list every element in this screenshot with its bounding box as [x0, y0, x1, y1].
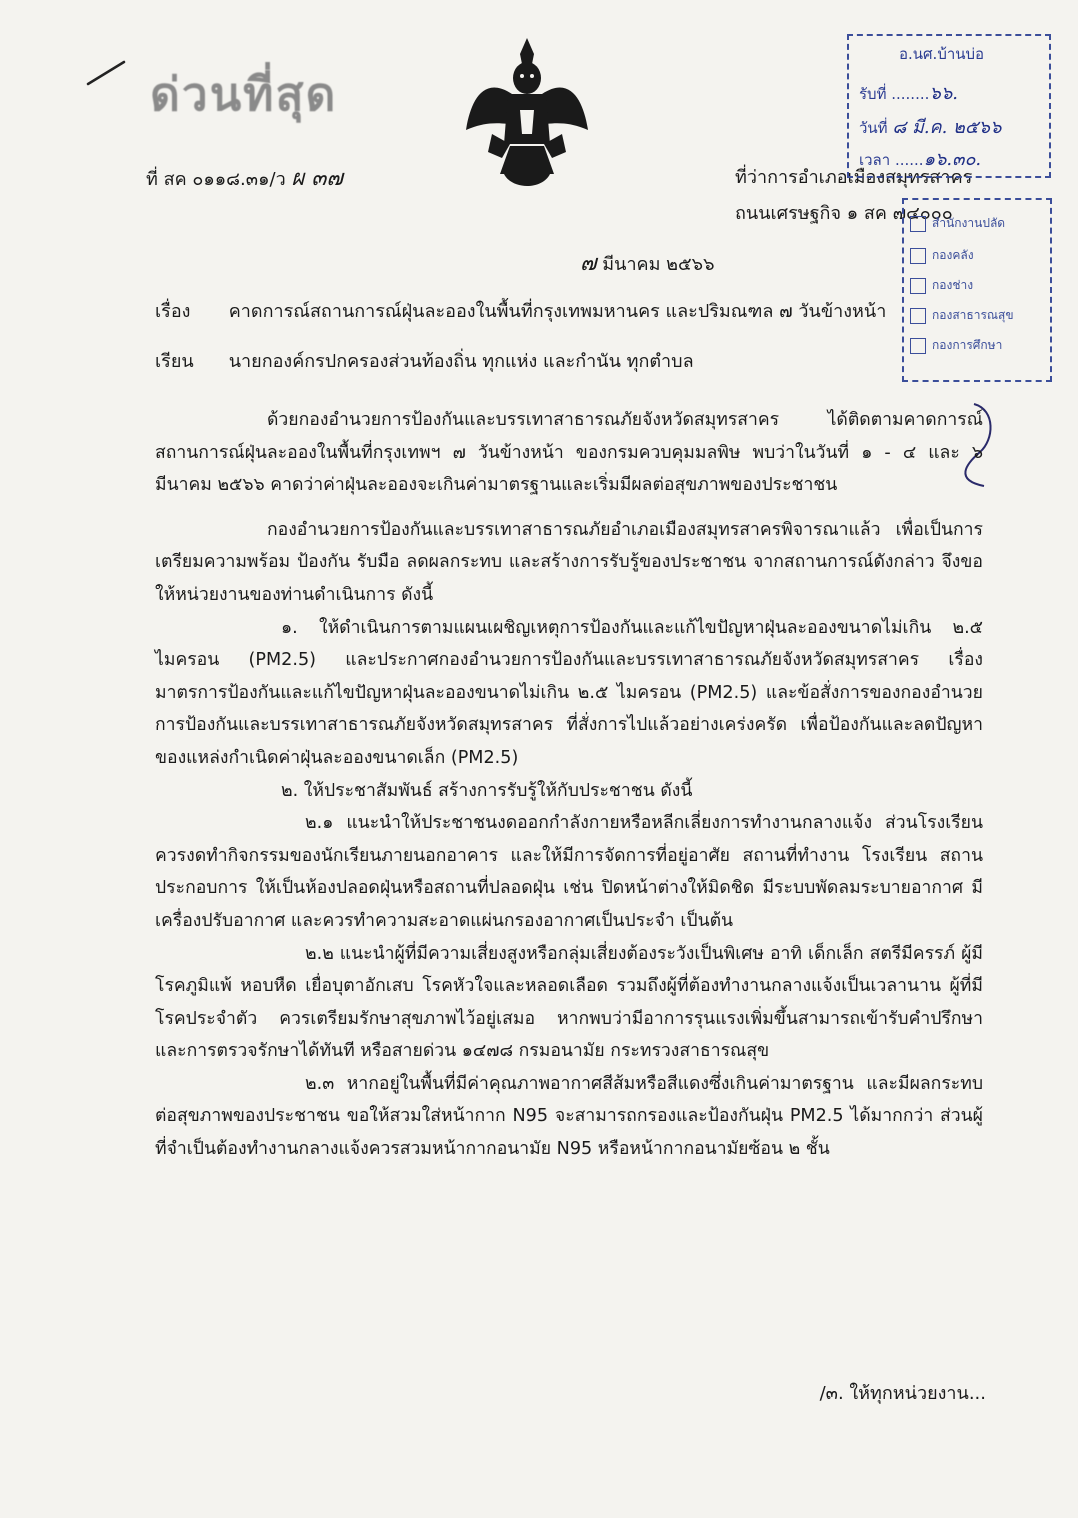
continuation-note: /๓. ให้ทุกหน่วยงาน...	[819, 1383, 986, 1404]
checkbox-icon	[910, 216, 926, 232]
stamp-date-label: วันที่	[859, 119, 888, 137]
checkbox-icon	[910, 338, 926, 354]
subject-text: คาดการณ์สถานการณ์ฝุ่นละอองในพื้นที่กรุงเทพมหานคร และปริมณฑล ๗ วันข้างหน้า	[228, 301, 887, 322]
paragraph-item-2-2: ๒.๒ แนะนำผู้ที่มีความเสี่ยงสูงหรือกลุ่มเสี่ยงต้องระวังเป็นพิเศษ อาทิ เด็กเล็ก สตรีมีครรภ์ ผู้มีโรคภูมิแพ้ หอบหืด เยื่อบุตาอักเสบ โรคหัวใจและหลอดเลือด รวมถึงผู้ที่ต้องทำงานกลางแจ้งเป็นเวลานาน ผู้ที่มีโรคประจำตัว ควรเตรียมรักษาสุขภาพไว้อยู่เสมอ หากพบว่ามีอาการรุนแรงเพิ่มขึ้นสามารถเข้ารับคำปรึกษา และการตรวจรักษาได้ทันที หรือสายด่วน ๑๔๗๘ กรมอนามัย กระทรวงสาธารณสุข	[155, 943, 983, 1062]
stamp-org: อ.นศ.บ้านบ่อ	[899, 45, 985, 63]
stamp-receipt-label: รับที่	[859, 85, 887, 103]
paragraph-intro: ด้วยกองอำนวยการป้องกันและบรรเทาสาธารณภัยจังหวัดสมุทรสาคร ได้ติดตามคาดการณ์สถานการณ์ฝุ่นละอองในพื้นที่กรุงเทพฯ ๗ วันข้างหน้า ของกรมควบคุมมลพิษ พบว่าในวันที่ ๑ - ๔ และ ๖ มีนาคม ๒๕๖๖ คาดว่าค่าฝุ่นละอองจะเกินค่ามาตรฐานและเริ่มมีผลต่อสุขภาพของประชาชน	[155, 410, 983, 496]
distribution-item: กองช่าง	[910, 276, 973, 295]
receipt-stamp	[847, 34, 1051, 178]
distribution-box	[902, 198, 1052, 382]
handwritten-slash-mark	[86, 58, 126, 88]
urgency-stamp: ด่วนที่สุด	[150, 67, 338, 121]
paragraph-item-2: ๒. ให้ประชาสัมพันธ์ สร้างการรับรู้ให้กับประชาชน ดังนี้	[281, 780, 693, 801]
recipient-line	[155, 346, 694, 375]
stamp-time-label: เวลา	[859, 151, 891, 169]
paragraph-item-2-3: ๒.๓ หากอยู่ในพื้นที่มีค่าคุณภาพอากาศสีส้มหรือสีแดงซึ่งเกินค่ามาตรฐาน และมีผลกระทบต่อสุขภาพของประชาชน ขอให้สวมใส่หน้ากาก N95 จะสามารถกรองและป้องกันฝุ่น PM2.5 ได้มากกว่า ส่วนผู้ที่จำเป็นต้องทำงานกลางแจ้งควรสวมหน้ากากอนามัย N95 หรือหน้ากากอนามัยซ้อน ๒ ชั้น	[155, 1073, 983, 1160]
distribution-item: กองการศึกษา	[910, 336, 1002, 355]
document-date	[580, 245, 715, 280]
stamp-date-row	[859, 112, 1001, 141]
paragraph-item-1: ๑. ให้ดำเนินการตามแผนเผชิญเหตุการป้องกันและแก้ไขปัญหาฝุ่นละอองขนาดไม่เกิน ๒.๕ ไมครอน (PM2.5) และประกาศกองอำนวยการป้องกันและบรรเทาสาธารณภัยจังหวัดสมุทรสาคร เรื่อง มาตรการป้องกันและแก้ไขปัญหาฝุ่นละอองขนาดไม่เกิน ๒.๕ ไมครอน (PM2.5) และข้อสั่งการของกองอำนวยการป้องกันและบรรเทาสาธารณภัยจังหวัดสมุทรสาคร ที่สั่งการไปแล้วอย่างเคร่งครัด เพื่อป้องกันและลดปัญหาของแหล่งกำเนิดค่าฝุ่นละอองขนาดเล็ก (PM2.5)	[155, 617, 983, 768]
paragraph-request: กองอำนวยการป้องกันและบรรเทาสาธารณภัยอำเภอเมืองสมุทรสาครพิจารณาแล้ว เพื่อเป็นการเตรียมความพร้อม ป้องกัน รับมือ ลดผลกระทบ และสร้างการรับรู้ของประชาชน จากสถานการณ์ดังกล่าว จึงขอให้หน่วยงานของท่านดำเนินการ ดังนี้	[155, 519, 983, 605]
office-name: ที่ว่าการอำเภอเมืองสมุทรสาคร	[735, 167, 973, 188]
recipient-label: เรียน	[155, 351, 194, 372]
stamp-receipt-value: ๖๖.	[929, 83, 958, 104]
date-day: ๗	[580, 251, 597, 276]
checkbox-icon	[910, 308, 926, 324]
subject-label: เรื่อง	[155, 301, 191, 322]
office-street: ถนนเศรษฐกิจ ๑ สค ๗๔๐๐๐	[735, 203, 953, 224]
stamp-time-row: เวลา ......๑๖.๓๐.	[859, 149, 982, 170]
checkbox-icon	[910, 248, 926, 264]
stamp-time-value: ๑๖.๓๐.	[923, 149, 982, 170]
paragraph-item-2-1: ๒.๑ แนะนำให้ประชาชนงดออกกำลังกายหรือหลีกเลี่ยงการทำงานกลางแจ้ง ส่วนโรงเรียนควรงดทำกิจกรรมของนักเรียนภายนอกอาคาร และให้มีการจัดการที่อยู่อาศัย สถานที่ทำงาน โรงเรียน สถานประกอบการ ให้เป็นห้องปลอดฝุ่นหรือสถานที่ปลอดฝุ่น เช่น ปิดหน้าต่างให้มิดชิด มีระบบพัดลมระบายอากาศ มีเครื่องปรับอากาศ และควรทำความสะอาดแผ่นกรองอากาศเป็นประจำ เป็นต้น	[155, 813, 983, 931]
checkbox-icon	[910, 278, 926, 294]
distribution-item: กองสาธารณสุข	[910, 306, 1014, 325]
distribution-item: กองคลัง	[910, 246, 974, 265]
stamp-receipt-row: รับที่ ........๖๖.	[859, 83, 958, 104]
reference-prefix: ที่ สค ๐๑๑๘.๓๑/ว	[146, 169, 286, 190]
letter-body	[155, 404, 983, 1166]
reference-handwritten-number: ผ ๓๗	[291, 166, 343, 191]
garuda-emblem-icon	[462, 34, 592, 194]
distribution-item: สำนักงานปลัด	[910, 214, 1005, 233]
subject-line	[155, 296, 886, 325]
date-month-year: มีนาคม ๒๕๖๖	[602, 254, 715, 275]
stamp-date-value: ๘ มี.ค. ๒๕๖๖	[892, 117, 1002, 138]
recipient-text: นายกองค์กรปกครองส่วนท้องถิ่น ทุกแห่ง และกำนัน ทุกตำบล	[228, 351, 694, 372]
reference-number	[146, 160, 343, 195]
